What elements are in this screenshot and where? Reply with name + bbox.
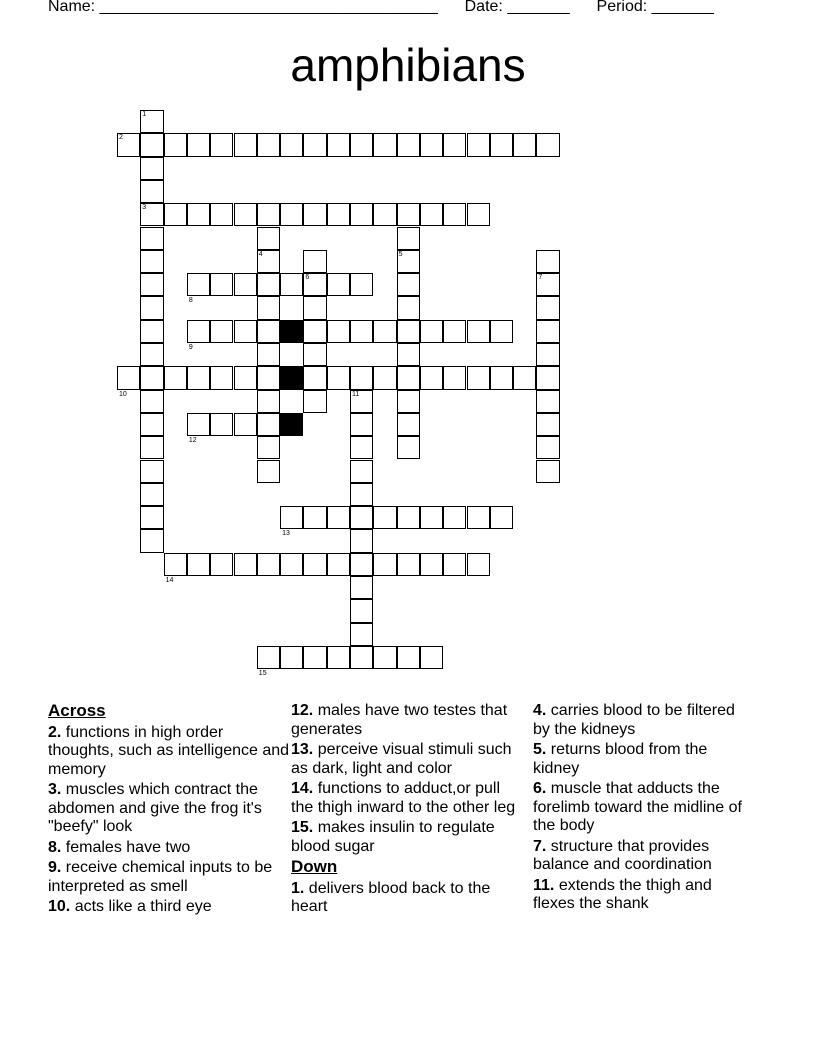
grid-cell[interactable] [350,576,373,599]
clue-across-12: 12. males have two testes that generates [291,702,508,738]
grid-cell[interactable] [350,436,373,459]
grid-cell[interactable] [350,366,373,389]
grid-cell[interactable] [327,133,350,156]
grid-cell[interactable] [420,320,443,343]
grid-cell[interactable] [257,227,280,250]
name-field[interactable]: Name: ______________________________________ [48,0,438,15]
grid-cell[interactable] [467,133,490,156]
grid-cell[interactable] [420,646,443,669]
clue-down-4: 4. carries blood to be filtered by the kidneys [533,702,735,738]
grid-cell[interactable] [536,343,559,366]
grid-cell[interactable] [187,413,210,436]
grid-cell[interactable] [140,227,163,250]
grid-cell[interactable] [210,366,233,389]
grid-cell[interactable] [140,366,163,389]
grid-cell[interactable] [280,506,303,529]
clue-down-1: 1. delivers blood back to the heart [291,879,491,915]
grid-cell[interactable] [397,203,420,226]
grid-cell[interactable] [443,203,466,226]
grid-cell[interactable] [303,250,326,273]
grid-block [280,320,303,343]
grid-cell[interactable] [373,133,396,156]
grid-cell[interactable] [117,366,140,389]
grid-cell[interactable] [397,506,420,529]
grid-cell[interactable] [210,133,233,156]
grid-cell[interactable] [164,366,187,389]
grid-cell[interactable] [140,296,163,319]
clue-across-3: 3. muscles which contract the abdomen and give the frog it's "beefy" look [48,781,262,835]
grid-cell[interactable] [140,320,163,343]
grid-cell[interactable] [303,366,326,389]
grid-cell[interactable] [420,133,443,156]
clue-across-2: 2. functions in high order thoughts, such as intelligence and memory [48,723,290,778]
grid-cell[interactable] [257,646,280,669]
grid-cell[interactable] [350,599,373,622]
clue-across-10: 10. acts like a third eye [48,898,212,915]
grid-cell[interactable] [536,436,559,459]
grid-cell[interactable] [187,273,210,296]
clue-down-6: 6. muscle that adducts the forelimb toward the midline of the body [533,780,742,834]
grid-cell[interactable] [327,366,350,389]
clue-across-9: 9. receive chemical inputs to be interpreted as smell [48,859,273,895]
grid-cell[interactable] [397,553,420,576]
clue-number: 15 [258,670,267,678]
grid-cell[interactable] [467,553,490,576]
grid-cell[interactable] [234,366,257,389]
grid-cell[interactable] [234,203,257,226]
grid-cell[interactable] [373,203,396,226]
grid-cell[interactable] [467,506,490,529]
grid-cell[interactable] [140,157,163,180]
grid-cell[interactable] [467,320,490,343]
grid-cell[interactable] [210,203,233,226]
clue-across-14: 14. functions to adduct,or pull the thigh inward to the other leg [291,780,516,816]
grid-cell[interactable] [397,343,420,366]
grid-cell[interactable] [443,320,466,343]
grid-cell[interactable] [490,506,513,529]
clue-number: 1 [142,111,147,118]
grid-cell[interactable] [397,646,420,669]
grid-cell[interactable] [164,553,187,576]
grid-cell[interactable] [350,460,373,483]
grid-cell[interactable] [303,133,326,156]
worksheet-header [48,0,714,16]
grid-cell[interactable] [397,390,420,413]
grid-cell[interactable] [513,133,536,156]
grid-cell[interactable] [303,390,326,413]
grid-cell[interactable] [536,320,559,343]
clue-across-15: 15. makes insulin to regulate blood sugar [291,819,495,855]
grid-cell[interactable] [327,320,350,343]
grid-cell[interactable] [303,506,326,529]
grid-cell[interactable] [303,553,326,576]
clues-column-1 [48,702,293,919]
grid-cell[interactable] [140,436,163,459]
grid-cell[interactable] [303,343,326,366]
grid-cell[interactable] [327,203,350,226]
grid-cell[interactable] [420,366,443,389]
grid-cell[interactable] [187,553,210,576]
grid-cell[interactable] [187,203,210,226]
grid-cell[interactable] [373,320,396,343]
grid-cell[interactable] [164,133,187,156]
grid-cell[interactable] [234,133,257,156]
grid-cell[interactable] [257,436,280,459]
grid-cell[interactable] [420,203,443,226]
grid-cell[interactable] [257,273,280,296]
grid-cell[interactable] [350,133,373,156]
across-heading: Across [48,701,106,720]
grid-cell[interactable] [234,553,257,576]
grid-cell[interactable] [397,413,420,436]
grid-cell[interactable] [350,413,373,436]
grid-cell[interactable] [140,413,163,436]
grid-block [280,413,303,436]
clues-column-3 [533,702,748,916]
clue-number: 2 [119,134,123,142]
grid-cell[interactable] [350,646,373,669]
grid-cell[interactable] [140,529,163,552]
grid-cell[interactable] [257,366,280,389]
grid-cell[interactable] [280,203,303,226]
grid-cell[interactable] [140,273,163,296]
clue-number: 13 [282,530,290,538]
grid-cell[interactable] [280,133,303,156]
grid-cell[interactable] [234,320,257,343]
grid-cell[interactable] [373,646,396,669]
grid-cell[interactable] [303,203,326,226]
grid-cell[interactable] [257,553,280,576]
grid-cell[interactable] [350,553,373,576]
grid-cell[interactable] [327,273,350,296]
clue-across-8: 8. females have two [48,838,191,856]
crossword-grid [117,110,562,695]
grid-cell[interactable] [327,646,350,669]
grid-cell[interactable] [397,296,420,319]
grid-cell[interactable] [350,623,373,646]
grid-cell[interactable] [350,203,373,226]
grid-cell[interactable] [397,133,420,156]
clue-number: 4 [258,250,263,258]
clue-number: 6 [305,274,310,282]
grid-cell[interactable] [397,436,420,459]
grid-cell[interactable] [373,553,396,576]
grid-cell[interactable] [420,553,443,576]
grid-cell[interactable] [373,506,396,529]
grid-cell[interactable] [443,506,466,529]
grid-cell[interactable] [257,460,280,483]
grid-cell[interactable] [397,320,420,343]
grid-cell[interactable] [443,366,466,389]
grid-cell[interactable] [257,413,280,436]
grid-cell[interactable] [536,390,559,413]
clue-down-5: 5. returns blood from the kidney [533,741,708,777]
clues-column-2 [291,702,526,919]
grid-cell[interactable] [327,553,350,576]
clue-down-11: 11. extends the thigh and flexes the shank [533,876,712,912]
grid-cell[interactable] [397,273,420,296]
grid-cell[interactable] [257,296,280,319]
grid-cell[interactable] [140,250,163,273]
grid-cell[interactable] [140,180,163,203]
clue-across-13: 13. perceive visual stimuli such as dark, light and color [291,741,512,777]
clue-number: 7 [538,274,543,282]
grid-cell[interactable] [187,320,210,343]
grid-cell[interactable] [490,133,513,156]
grid-cell[interactable] [443,133,466,156]
grid-cell[interactable] [536,366,559,389]
clue-number: 5 [398,250,403,258]
grid-cell[interactable] [257,320,280,343]
grid-cell[interactable] [140,390,163,413]
grid-block [280,366,303,389]
date-field[interactable]: Date: _______ [464,0,570,15]
grid-cell[interactable] [303,320,326,343]
grid-cell[interactable] [140,483,163,506]
grid-cell[interactable] [164,203,187,226]
grid-cell[interactable] [467,366,490,389]
grid-cell[interactable] [536,250,559,273]
grid-cell[interactable] [490,366,513,389]
grid-cell[interactable] [210,413,233,436]
clue-number: 12 [188,437,197,445]
grid-cell[interactable] [303,646,326,669]
grid-cell[interactable] [490,320,513,343]
clue-number: 8 [188,297,193,305]
grid-cell[interactable] [280,646,303,669]
grid-cell[interactable] [350,320,373,343]
down-heading: Down [291,857,338,876]
grid-cell[interactable] [536,460,559,483]
grid-cell[interactable] [536,413,559,436]
grid-cell[interactable] [234,273,257,296]
clue-number: 11 [352,390,360,398]
grid-cell[interactable] [350,506,373,529]
grid-cell[interactable] [280,553,303,576]
grid-cell[interactable] [234,413,257,436]
grid-cell[interactable] [257,133,280,156]
clue-number: 14 [165,577,174,584]
grid-cell[interactable] [210,273,233,296]
grid-cell[interactable] [350,483,373,506]
grid-cell[interactable] [257,203,280,226]
grid-cell[interactable] [140,133,163,156]
page-title: amphibians [290,39,526,91]
grid-cell[interactable] [257,390,280,413]
grid-cell[interactable] [187,133,210,156]
grid-cell[interactable] [280,273,303,296]
grid-cell[interactable] [140,343,163,366]
grid-cell[interactable] [257,343,280,366]
grid-cell[interactable] [303,296,326,319]
grid-cell[interactable] [140,506,163,529]
grid-cell[interactable] [327,506,350,529]
grid-cell[interactable] [373,366,396,389]
grid-cell[interactable] [397,366,420,389]
grid-cell[interactable] [350,529,373,552]
grid-cell[interactable] [513,366,536,389]
grid-cell[interactable] [536,296,559,319]
grid-cell[interactable] [210,553,233,576]
period-field[interactable]: Period: _______ [596,0,714,15]
grid-cell[interactable] [350,273,373,296]
clue-down-7: 7. structure that provides balance and coordination [533,837,712,873]
clue-number: 9 [188,344,193,351]
grid-cell[interactable] [397,227,420,250]
grid-cell[interactable] [140,460,163,483]
grid-cell[interactable] [443,553,466,576]
grid-cell[interactable] [420,506,443,529]
grid-cell[interactable] [536,133,559,156]
grid-cell[interactable] [467,203,490,226]
grid-cell[interactable] [187,366,210,389]
clue-number: 10 [119,390,127,398]
clue-number: 3 [142,204,147,212]
grid-cell[interactable] [210,320,233,343]
